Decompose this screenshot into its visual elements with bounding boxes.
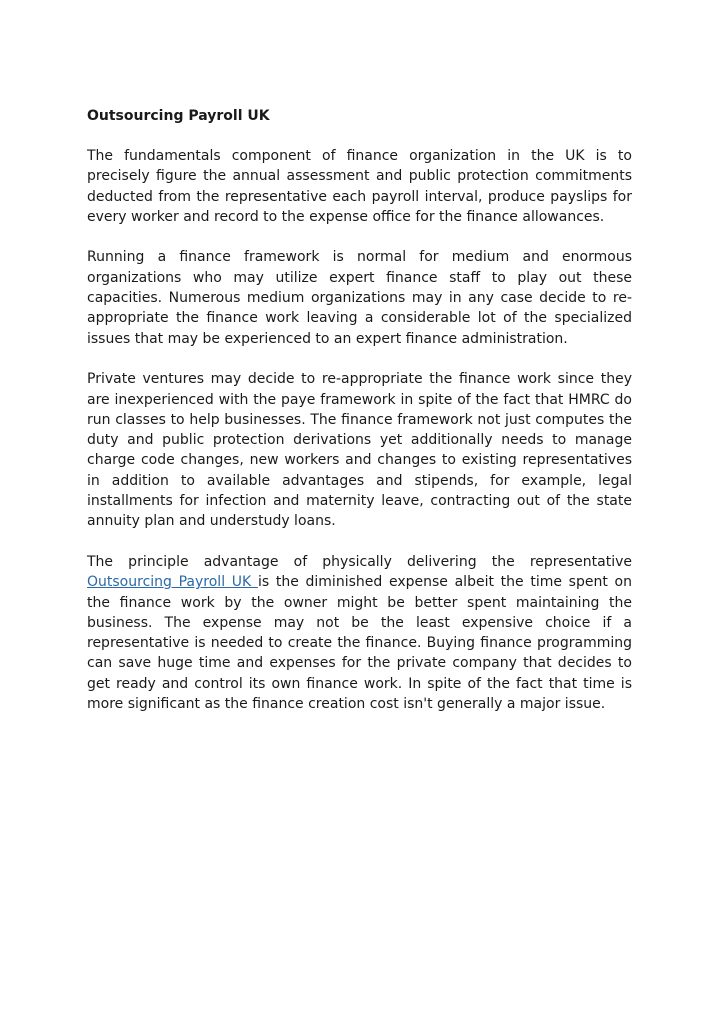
paragraph-private-ventures: Private ventures may decide to re-appropriate the finance work since they are inexperienced with the paye framework in spite of the fact that HMRC do run classes to help businesses. The finance framework not just computes the duty and public protection derivations yet additionally needs to manage charge code changes, new workers and changes to existing representatives in addition to available advantages and stipends, for example, legal installments for infection and maternity leave, contracting out of the state annuity plan and understudy loans. — [87, 371, 632, 530]
outsourcing-payroll-link[interactable]: Outsourcing Payroll UK — [87, 574, 258, 591]
paragraph-finance-framework: Running a finance framework is normal for medium and enormous organizations who may utilize expert finance staff to play out these capacities. Numerous medium organizations may in any case decide to re-appropriate the finance work leaving a considerable lot of the specialized issues that may be experienced to an expert finance administration. — [87, 249, 632, 347]
paragraph-text-before-link: The principle advantage of physically delivering the representative — [87, 553, 632, 570]
paragraph-text-after-link: is the diminished expense albeit the time spent on the finance work by the owner might be better spent maintaining the business. The expense may not be the least expensive choice if a representative is needed to create the finance. Buying finance programming can save huge time and expenses for the private company that decides to get ready and control its own finance work. In spite of the fact that time is more significant as the finance creation cost isn't generally a major issue. — [87, 574, 632, 713]
document-page — [87, 106, 632, 735]
paragraph-principle-advantage — [87, 552, 632, 714]
document-title: Outsourcing Payroll UK — [87, 108, 270, 124]
paragraph-fundamentals: The fundamentals component of finance organization in the UK is to precisely figure the annual assessment and public protection commitments deducted from the representative each payroll interval, produce payslips for every worker and record to the expense office for the finance allowances. — [87, 148, 632, 225]
